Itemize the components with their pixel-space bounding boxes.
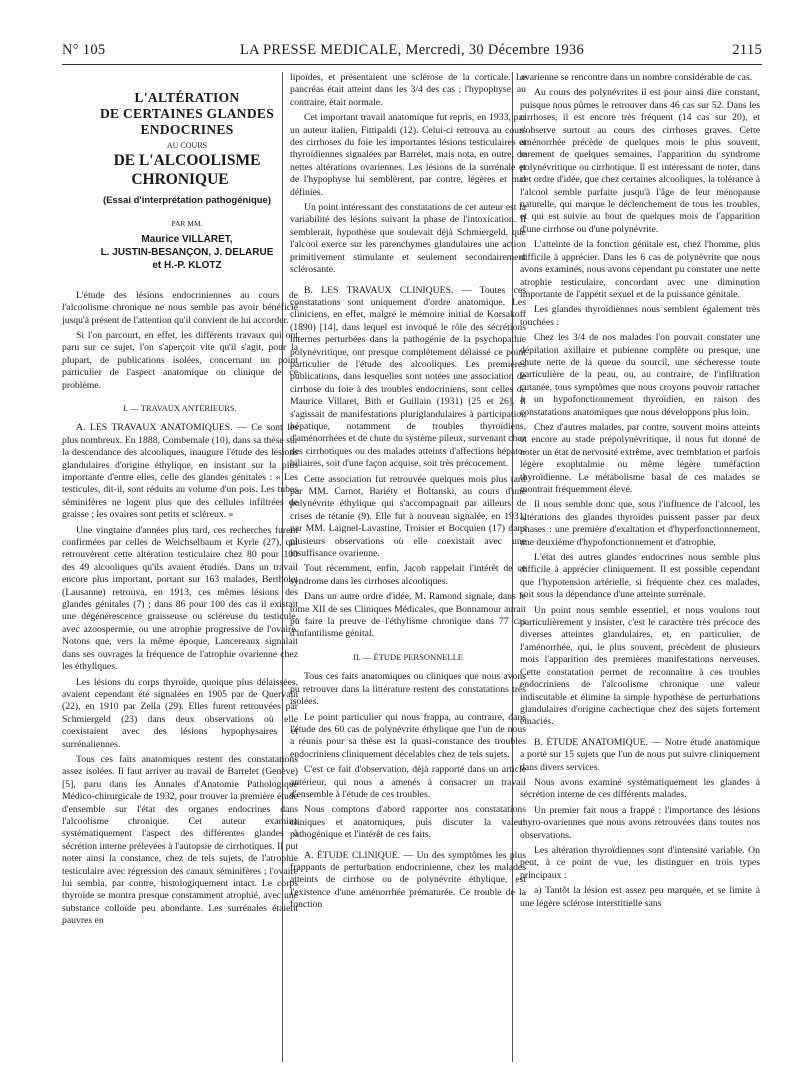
byline-par: PAR MM. [171, 218, 203, 228]
paragraph: Si l'on parcourt, en effet, les différents travaux qui ont paru sur ce sujet, l'on s'aperçoit vite qu'il s'agit, pour la plupart, de publications isolées, concernant un point particulier de l'aspect anatomique ou clinique de ce problème. [62, 329, 298, 391]
paragraph: Tous ces faits anatomiques ou cliniques que nous avons pu retrouver dans la littérature restent des constatations très isolées. [290, 671, 526, 708]
title-line: L'ALTÉRATION [134, 90, 240, 105]
paragraph: B. LES TRAVAUX CLINIQUES. — Toutes ces constatations sont uniquement d'ordre anatomique. Les cliniciens, en effet, malgré le mémoire initial de Korsakoff (1890) [14], dans lequel est invoqué le rôle des sécrétions internes perturbées dans la pathogénie de la psychopathie polynévritique, ont presque complètement délaissé ce point particulier de l'étude des alcooliques. Les premières publications, dans lesquelles sont notées une association de cirrhose du foie à des troubles endocriniens, sont celles de Maurice Villaret, Bith et Guillain (1931) [25 et 26]. Il s'agissait de manifestations pluriglandulaires à participation hépatique, notamment de troubles thyroïdiens, d'aménorrhées et de chute du système pileux, survenant chez des cirrhotiques ou des malades atteints d'affections hépato-biliaires, soit d'une façon acquise, soit très précocement. [290, 284, 526, 470]
author: Maurice VILLARET, [141, 233, 233, 245]
paragraph: ovarienne se rencontre dans un nombre considérable de cas. [520, 72, 753, 83]
paragraph: Au cours des polynévrites il est pour ainsi dire constant, puisque nous pûmes le retrouver dans 46 cas sur 52. Dans les cirrhoses, il est encore très fréquent (14 cas sur 20), et s'observe surtout au cours des cirrhoses graves. Cette aménorrhée précède de quelques mois le plus souvent, rarement de quelques semaines, l'apparition du syndrome polynévritique ou cirrhotique. Il est intéressant de noter, dans cet ordre d'idée, que chez certaines alcooliques, la tolérance à l'alcool semble parfaite jusqu'à l'âge de leur ménopause naturelle, qui marque le déclenchement de tous les troubles, et qui est suivie au bout de quelques mois de l'apparition d'une cirrhose ou d'une polynévrite. [520, 87, 760, 235]
paragraph: Cette association fut retrouvée quelques mois plus tard par MM. Carnot, Bariéty et Boltanski, au cours d'une polynévrite éthylique qui s'accompagnait par ailleurs de crises de tétanie (9). Elle fut à nouveau signalée, en 1931, par MM. Laignel-Lavastine, Troisier et Bocquien (17) dans plusieurs observations où elle coexistait avec une insuffisance ovarienne. [290, 473, 526, 560]
paragraph: A. ÉTUDE CLINIQUE. — Un des symptômes les plus frappants de perturbation endocrinienne, chez les malades atteints de cirrhose ou de polynévrite éthylique, est l'existence d'une aménorrhée prématurée. Ce trouble de la fonction [290, 849, 526, 911]
subtitle: (Essai d'interprétation pathogénique) [103, 195, 271, 207]
author: L. JUSTIN-BESANÇON, J. DELARUE [100, 246, 274, 258]
paragraph: Nous comptons d'abord rapporter nos constatations cliniques et anatomiques, puis discuter la valeur pathogénique et l'intérêt de ces faits. [290, 804, 526, 841]
paragraph: B. ÉTUDE ANATOMIQUE. — Notre étude anatomique a porté sur 15 sujets que l'un de nous put suivre cliniquement dans divers services. [520, 736, 760, 773]
paragraph: A. LES TRAVAUX ANATOMIQUES. — Ce sont les plus nombreux. En 1888, Combemale (10), dans sa thèse sur la descendance des alcooliques, inaugure l'étude des lésions glandulaires d'origine éthylique, en insistant sur la plus importante d'entre elles, celle des glandes génitales : « Les testicules, dit-il, sont réduits au volume d'un pois. Les tubes séminifères ne logent plus que des cellules infiltrées de graisse ; les ovaires sont petits et scléreux. » [62, 422, 298, 521]
section-heading: I. — TRAVAUX ANTÉRIEURS. [123, 402, 237, 413]
section-heading: II. — ÉTUDE PERSONNELLE [352, 651, 463, 662]
paragraph: Chez d'autres malades, par contre, souvent moins atteints et encore au stade prépolynévritique, il nous fut donné de noter un état de nervosité extrême, avec tremblation et parfois légère exophtalmie ou même légère tuméfaction thyroïdienne. Le métabolisme basal de ces malades se montrait fréquemment élevé. [520, 421, 760, 495]
paragraph: Les glandes thyroïdiennes nous semblent également très touchées : [520, 304, 760, 328]
paragraph: Les altération thyroïdiennes sont d'intensité variable. On peut, à ce point de vue, les distinguer en trois types principaux : [520, 844, 760, 881]
paragraph: Cet important travail anatomique fut repris, en 1933, par un auteur italien, Fittipaldi (12). Celui-ci retrouva au cours des cirrhoses du foie les importantes lésions testiculaires et thyroïdiennes signalées par Barrelet, mais nota, en outre, de nettes altérations ovariennes. Les lésions de la surrénale et de l'hypophyse lui semblèrent, par contre, légères et mal définies. [290, 112, 526, 198]
paragraph: Une vingtaine d'années plus tard, ces recherches furent confirmées par celles de Weichselbaum et Kyrle (27), qui retrouvèrent cette altération testiculaire chez 80 pour 100 des 49 alcooliques qu'ils avaient étudiés. Dans un travail encore plus important, portant sur 163 malades, Bertholet (Lausanne) retrouva, en 1913, ces mêmes lésions des glandes génitales (7) ; dans 86 pour 100 des cas il existait une dégénérescence graisseuse ou scléreuse du testicule, avec azoospermie, ou une atrophie progressive de l'ovaire. Notons que, vers la même époque, Lancereaux signalait dans ses ouvrages la fréquence de l'atrophie ovarienne chez les éthyliques. [62, 524, 298, 673]
paragraph: a) Tantôt la lésion est assez peu marquée, et se limite à une légère sclérose interstitielle sans [520, 885, 760, 909]
paragraph: Les lésions du corps thyroïde, quoique plus délaissées, avaient cependant été signalées en 1905 par de Quervain (22), en 1910 par Zella (29). Elles furent retrouvées par Schmiergeld (23) dans deux observations où elle coexistaient avec des lésions hypophysaires et surrénaliennes. [62, 676, 298, 750]
paragraph: Le point particulier qui nous frappa, au contraire, dans l'étude des 60 cas de polynévrite éthylique que l'un de nous a réunis pour sa thèse est la quasi-constance des troubles endocriniens cliniquement décelables chez de tels sujets. [290, 711, 526, 760]
title-line: AU COURS [166, 140, 208, 150]
paragraph: lipoïdes, et présentaient une sclérose de la corticale. Le pancréas était atteint dans les 3/4 des cas ; l'hypophyse, au contraire, était normale. [290, 72, 526, 108]
page-header [62, 42, 762, 65]
paragraph: L'atteinte de la fonction génitale est, chez l'homme, plus difficile à apprécier. Dans les 6 cas de polynévrite que nous avons examinés, nous avons cependant pu constater une nette atrophie testiculaire, concordant avec une diminution importante de l'appétit sexuel et de la puissance génitale. [520, 239, 760, 300]
paragraph: Un premier fait nous a frappé : l'importance des lésions thyro-ovariennes que nous avons retrouvées dans toutes nos observations. [520, 804, 760, 841]
paragraph: Chez les 3/4 de nos malades l'on pouvait constater une dépilation axillaire et pubienne complète ou presque, une chute nette de la queue du sourcil, une sécheresse toute particulière de la peau, ou, au contraire, de l'infiltration cutanée, tous symptômes que nous croyons pouvoir rattacher à un hypofonctionnement thyroïdien, en raison des constatations anatomiques que nous développons plus loin. [520, 332, 760, 418]
paragraph: L'étude des lésions endocriniennes au cours de l'alcoolisme chronique ne nous semble pas avoir bénéficié jusqu'à présent de l'attention qu'il convient de lui accorder. [62, 289, 298, 326]
paragraph: C'est ce fait d'observation, déjà rapporté dans un article antérieur, qui nous a amenés à consacrer un travail d'ensemble à l'étude de ces troubles. [290, 764, 526, 800]
title-line: DE CERTAINES GLANDES [99, 106, 275, 122]
paragraph: Tout récemment, enfin, Jacob rappelait l'intérêt de ce syndrome dans les cirrhoses alcooliques. [290, 563, 526, 587]
paragraph: Dans un autre ordre d'idée, M. Ramond signale, dans le tome XII de ses Cliniques Médicales, que Bonnamour aurait pu faire la preuve de l'éthylisme chronique dans 77 cas d'infantilisme génital. [290, 591, 526, 640]
article-title-block [62, 90, 298, 272]
column-1 [62, 72, 298, 931]
page-number: 2115 [732, 42, 762, 58]
title-main: DE L'ALCOOLISME CHRONIQUE [113, 152, 261, 188]
column-2 [290, 72, 526, 915]
journal-title: LA PRESSE MEDICALE, Mercredi, 30 Décembre 1936 [239, 42, 585, 58]
paragraph: Nous avons examiné systématiquement les glandes à sécrétion interne de ces différents malades. [520, 776, 760, 801]
paragraph: L'état des autres glandes endocrines nous semble plus difficile à apprécier cliniquement. Il est possible cependant que l'hypotension artérielle, si fréquente chez ces malades, soit sous la dépendance d'une atteinte surrénale. [520, 552, 760, 601]
paragraph: Il nous semble donc que, sous l'influence de l'alcool, les altérations des glandes thyroïdes puissent passer par deux phases : une première d'exaltation et d'hyperfonctionnement, une deuxième d'hypofonctionnement et d'atrophie. [520, 499, 760, 548]
title-line: ENDOCRINES [140, 122, 234, 138]
paragraph: Un point nous semble essentiel, et nous voulons tout particulièrement y insister, c'est le caractère très précoce des diverses atteintes glandulaires, et, en particulier, de l'aménorrhée, qui, le plus souvent, précèdent de plusieurs mois l'apparition des premières manifestations nerveuses. Cette constatation permet de reconnaître à ces troubles endocriniens de l'alcoolisme chronique une valeur indiscutable et élimine la simple hypothèse de perturbations glandulaires d'origine cachectique chez des sujets fortement émaciés. [520, 604, 760, 728]
column-3 [520, 72, 760, 913]
paragraph: Tous ces faits anatomiques restent des constatations assez isolées. Il faut arriver au travail de Barrelet (Genève) [5], paru dans les Annales d'Anatomie Pathologique Médico-chirurgicale de 1932, pour trouver la première étude d'ensemble sur l'état des organes endocrines dans l'alcoolisme chronique. Cet auteur examina systématiquement l'aspect des différentes glandes à sécrétion interne prélevées à l'autopsie de cirrhotiques. Il put noter ainsi la constance, chez de tels sujets, de l'atrophie testiculaire avec régression des canaux séminifères ; l'ovaire lui sembla, par contre, histologiquement intact. Le corps thyroïde se montra presque constamment atrophié, avec une substance colloïde peu abondante. Les surrénales étaient pauvres en [62, 753, 298, 927]
paragraph: Un point intéressant des constatations de cet auteur est la variabilité des lésions suivant la phase de l'intoxication. Il semblerait, hypothèse que soulevait déjà Schmiergeld, que l'alcool exerce sur les parenchymes glandulaires une action primitivement stimulante et seulement secondairement sclérosante. [290, 202, 526, 276]
issue-number: N° 105 [62, 42, 106, 58]
author: et H.-P. KLOTZ [152, 259, 222, 271]
